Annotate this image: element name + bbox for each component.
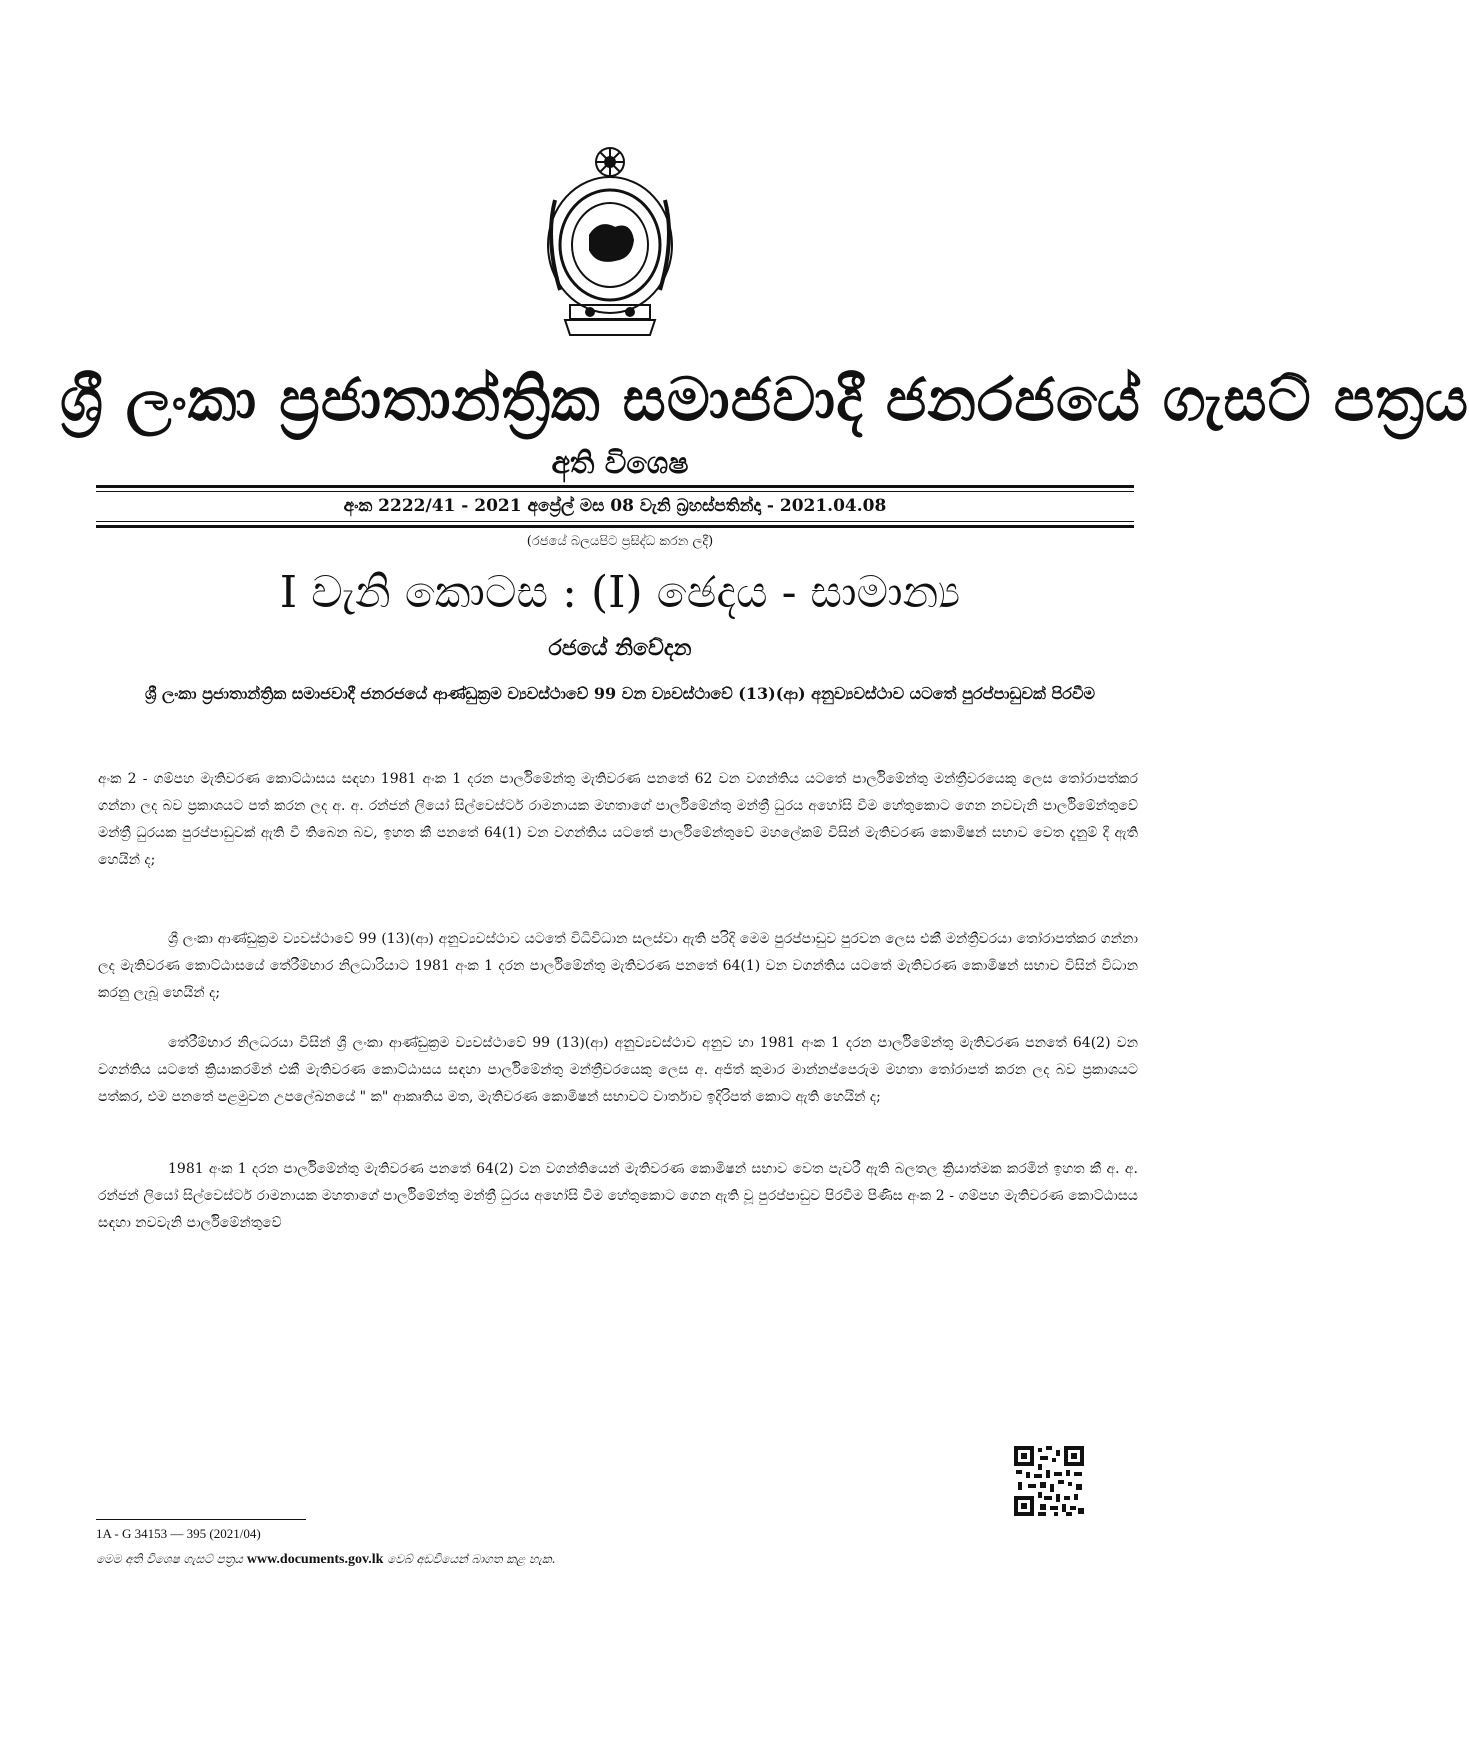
gazette-title: ශ්‍රී ලංකා ප්‍රජාතාන්ත්‍රික සමාජවාදී ජනරජයේ ගැසට් පත්‍රය [60, 365, 1469, 435]
published-by: (රජයේ බලයපිට ප්‍රසිද්ධ කරන ලදී) [526, 534, 714, 549]
header-rule-bottom-thin [96, 521, 1134, 522]
header-rule-top [96, 485, 1134, 488]
header-rule-bottom [96, 525, 1134, 528]
qr-code-icon [1014, 1446, 1084, 1516]
notice-heading: ශ්‍රී ලංකා ප්‍රජාතාන්ත්‍රික සමාජවාදී ජනරජයේ ආණ්ඩුක්‍රම ව්‍යවස්ථාවේ 99 වන ව්‍යවස්ථාවේ (13)(ආ) අනුව්‍යවස්ථාව යටතේ පුරප්පාඩුවක් පිරවීම [145, 684, 1095, 703]
website-link[interactable]: www.documents.gov.lk [246, 1552, 384, 1567]
footer-note-prefix: මෙම අති විශෙෂ ගැසට් පත්‍රය [96, 1552, 244, 1566]
footer-code: 1A - G 34153 — 395 (2021/04) [96, 1526, 261, 1541]
part-title: I වැනි කොටස : (I) ඡෙදය - සාමාන්‍ය [279, 567, 961, 618]
state-emblem-icon [535, 140, 685, 340]
footer-note [96, 1548, 555, 1571]
notice-paragraph: තේරීම්භාර නිලධරයා විසින් ශ්‍රී ලංකා ආණ්ඩුක්‍රම ව්‍යවස්ථාවේ 99 (13)(ආ) අනුව්‍යවස්ථාව අනුව හා 1981 අංක 1 දරන පාර්ලිමේන්තු මැතිවරණ පනතේ 64(2) වන වගන්තිය යටතේ ක්‍රියාකරමින් එකී මැතිවරණ කොට්ඨාසය සඳහා පාර්ලිමේන්තු මන්ත්‍රීවරයෙකු ලෙස අ. අජිත් කුමාර මාන්නප්පෙරුම මහතා තෝරාපත් කරන ලද බව ප්‍රකාශයට පත්කර, එම පනතේ පළමුවන උපලේඛනයේ " ක" ආකෘතිය මත, මැතිවරණ කොමිෂන් සභාවට වාර්තාව ඉදිරිපත් කොට ඇති හෙයින් ද; [98, 1035, 1138, 1105]
notice-paragraph: අංක 2 - ගම්පහ මැතිවරණ කොට්ඨාසය සඳහා 1981 අංක 1 දරන පාර්ලිමේන්තු මැතිවරණ පනතේ 62 වන වගන්තිය යටතේ පාර්ලිමේන්තු මන්ත්‍රීවරයෙකු ලෙස තෝරාපත්කර ගන්නා ලද බව ප්‍රකාශයට පත් කරන ලද අ. අ. රන්ජන් ලියෝ සිල්වෙස්ටර් රාමනායක මහතාගේ පාර්ලිමේන්තු මන්ත්‍රී ධුරය අහෝසි වීම හේතුකොට ගෙන නවවැනි පාර්ලිමේන්තුවේ මන්ත්‍රී ධුරයක පුරප්පාඩුවක් ඇති වී තිබෙන බව, ඉහත කී පනතේ 64(1) වන වගන්තිය යටතේ පාර්ලිමේන්තුවේ මහලේකම් විසින් මැතිවරණ කොමිෂන් සභාව වෙත දැනුම් දී ඇති හෙයින් ද; [98, 771, 1138, 868]
extraordinary-label: අති විශෙෂ [551, 446, 689, 481]
notice-paragraph: ශ්‍රී ලංකා ආණ්ඩුක්‍රම ව්‍යවස්ථාවේ 99 (13)(ආ) අනුව්‍යවස්ථාව යටතේ විධිවිධාන සලස්වා ඇති පරිදි මෙම පුරප්පාඩුව පුරවන ලෙස එකී මන්ත්‍රීවරයා තෝරාපත්කර ගන්නා ලද මැතිවරණ කොට්ඨාසයේ තේරීම්භාර නිලධාරියාට 1981 අංක 1 දරන පාර්ලිමේන්තු මැතිවරණ පනතේ 64(1) වන වගන්තිය යටතේ මැතිවරණ කොමිෂන් සභාව විසින් විධාන කරනු ලැබූ හෙයින් ද; [98, 931, 1138, 1001]
footer-rule [96, 1519, 306, 1520]
issue-line: අංක 2222/41 - 2021 අප්‍රේල් මස 08 වැනි බ්‍රහස්පතින්දා - 2021.04.08 [343, 496, 887, 516]
footer-note-suffix: වෙබ් අඩවියෙන් බාගත කළ හැක. [387, 1552, 556, 1566]
section-title: රජයේ නිවේදන [548, 635, 692, 661]
notice-paragraph: 1981 අංක 1 දරන පාර්ලිමේන්තු මැතිවරණ පනතේ 64(2) වන වගන්තියෙන් මැතිවරණ කොමිෂන් සභාව වෙත පැවරී ඇති බලතල ක්‍රියාත්මක කරමින් ඉහත කී අ. අ. රන්ජන් ලියෝ සිල්වෙස්ටර් රාමනායක මහතාගේ පාර්ලිමේන්තු මන්ත්‍රී ධුරය අහෝසි වීම හේතුකොට ගෙන ඇති වූ පුරප්පාඩුව පිරවීම පිණිස අංක 2 - ගම්පහ මැතිවරණ කොට්ඨාසය සඳහා නවවැනි පාර්ලිමේන්තුවේ [98, 1161, 1138, 1231]
